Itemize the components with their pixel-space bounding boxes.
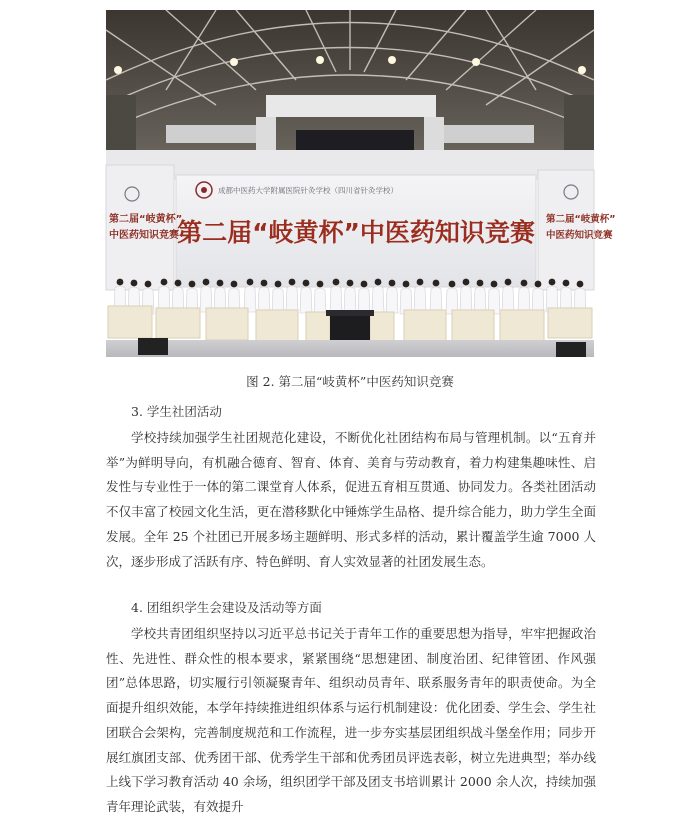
side-banner-right-line1: 第二届“岐黄杯”: [546, 214, 616, 225]
banner-title: 第二届“岐黄杯”中医药知识竞赛: [177, 218, 535, 247]
banner-subtitle: 成都中医药大学附属医院针灸学校（四川省针灸学校）: [218, 186, 398, 195]
figure-caption: 图 2. 第二届“岐黄杯”中医药知识竞赛: [246, 374, 454, 389]
side-banner-left-line2: 中医药知识竞赛: [109, 230, 179, 241]
section-3-heading: 3. 学生社团活动: [131, 404, 222, 419]
competition-photo: [106, 10, 616, 357]
side-banner-right-line2: 中医药知识竞赛: [546, 230, 613, 241]
section-4-paragraph: 学校共青团组织坚持以习近平总书记关于青年工作的重要思想为指导，牢牢把握政治性、先进性、群众性的根本要求，紧紧围绕“思想建团、制度治团、纪律管团、作风强团”总体思路，切实履行引领凝聚青年、组织动员青年、联系服务青年的职责使命。为全面提升组织效能，本学年持续推进组织体系与运行机制建设：优化团委、学生会、学生社团联合会架构，完善制度规范和工作流程，进一步夯实基层团组织战斗堡垒作用；同步开展红旗团支部、优秀团干部、优秀学生干部和优秀团员评选表彰，树立先进典型；举办线上线下学习教育活动 40 余场，组织团学干部及团支书培训累计 2000 余人次，持续加强青年理论武装，有效提升: [106, 626, 596, 814]
side-banner-left-line1: 第二届“岐黄杯”: [109, 214, 183, 225]
section-3-paragraph: 学校持续加强学生社团规范化建设，不断优化社团结构布局与管理机制。以“五育并举”为鲜明导向，有机融合德育、智育、体育、美育与劳动教育，着力构建集趣味性、启发性与专业性于一体的第二课堂育人体系，促进五育相互贯通、协同发力。各类社团活动不仅丰富了校园文化生活，更在潜移默化中锤炼学生品格、提升综合能力，助力学生全面发展。全年 25 个社团已开展多场主题鲜明、形式多样的活动，累计覆盖学生逾 7000 人次，逐步形成了活跃有序、特色鲜明、育人实效显著的社团发展生态。: [106, 430, 596, 569]
section-4-heading: 4. 团组织学生会建设及活动等方面: [131, 600, 322, 615]
